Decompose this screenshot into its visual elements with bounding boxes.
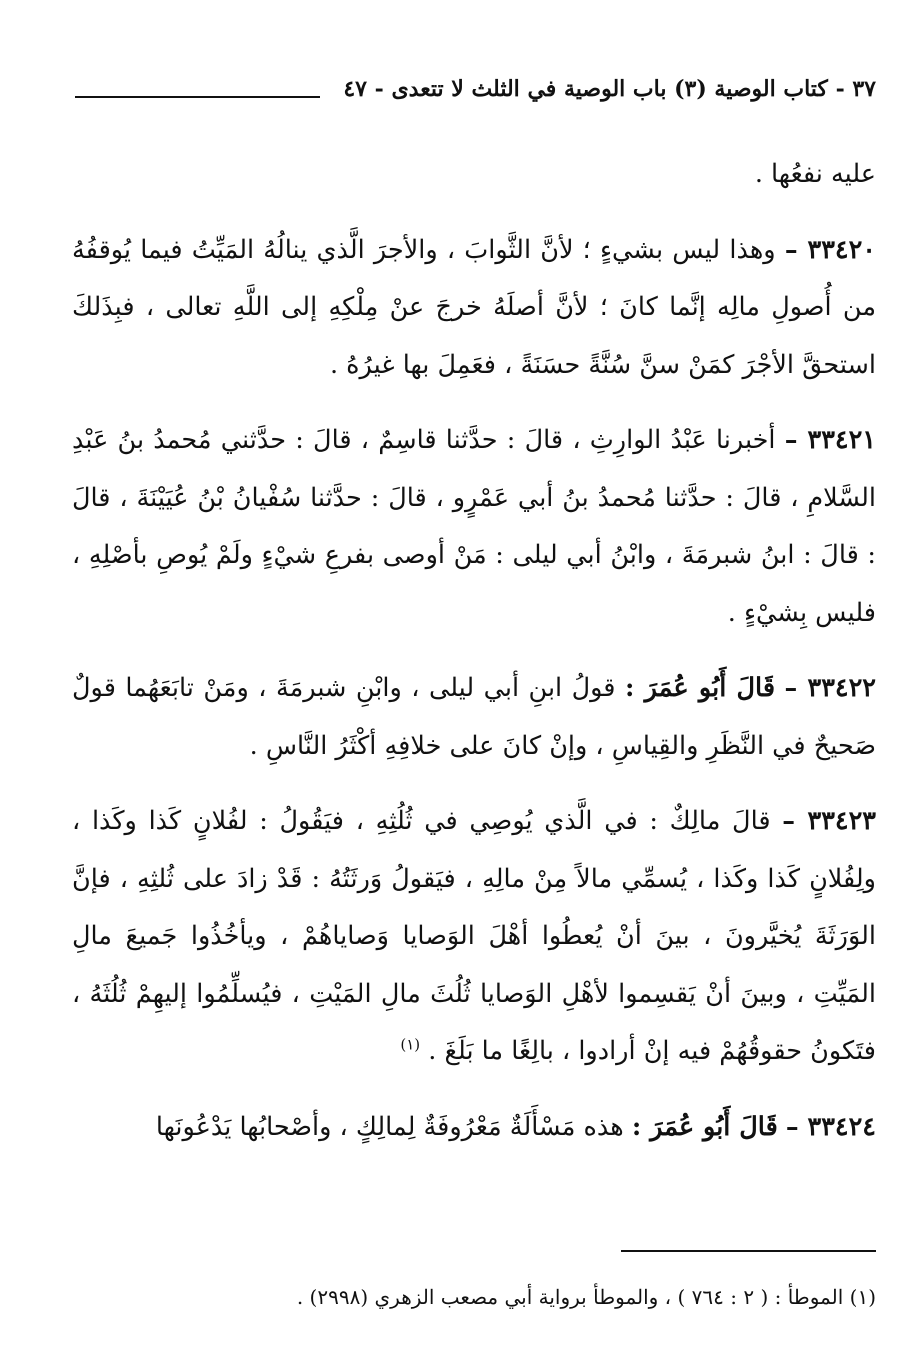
paragraph-33422 (72, 660, 876, 775)
paragraph-number: ٣٣٤٢١ – (784, 425, 876, 455)
header-rule (75, 96, 320, 98)
paragraph-33423 (72, 793, 876, 1081)
paragraph-33424 (72, 1099, 876, 1157)
paragraph-text: هذه مَسْأَلَةٌ مَعْرُوفَةٌ لِمالِكٍ ، وأصْحابُها يَدْعُونَها (155, 1111, 624, 1142)
paragraph-text: وهذا ليس بشيءٍ ؛ لأنَّ الثَّوابَ ، والأجرَ الَّذي ينالُهُ المَيِّتُ فيما يُوقفُهُ من أُصولِ مالِه إنَّما كانَ ؛ لأنَّ أصلَهُ خرجَ عنْ مِلْكِهِ إلى اللَّهِ تعالى ، فبِذَلكَ استحقَّ الأجْرَ كمَنْ سنَّ سُنَّةً حسَنَةً ، فعَمِلَ بها غيرُهُ . (72, 234, 876, 380)
paragraph-33421 (72, 412, 876, 642)
paragraph-number: ٣٣٤٢٢ – (784, 673, 876, 703)
paragraph-text: قولُ ابنِ أبي ليلى ، وابْنِ شبرمَةَ ، ومَنْ تابَعَهُما قولٌ صَحيحٌ في النَّظَرِ والقِياسِ ، وإنْ كانَ على خلافِهِ أكْثَرُ النَّاسِ . (72, 673, 876, 761)
paragraph-number: ٣٣٤٢٣ – (782, 806, 876, 836)
speaker-label: قَالَ أَبُو عُمَرَ : (624, 673, 776, 703)
paragraph-text: قالَ مالِكٌ : في الَّذي يُوصِي في ثُلُثِهِ ، فيَقُولُ : لفُلانٍ كَذا وكَذا ، ولِفُلانٍ كَذا وكَذا ، يُسمِّي مالاً مِنْ مالِهِ ، فيَقولُ وَرثَتُهُ : قَدْ زادَ على ثُلثِهِ ، فإنَّ الوَرَثَةَ يُخيَّرونَ ، بينَ أنْ يُعطُوا أهْلَ الوَصايا وَصاياهُمْ ، ويأخُذُوا جَميعَ مالِ المَيِّتِ ، وبينَ أنْ يَقسِموا لأهْلِ الوَصايا ثُلُثَ مالِ المَيْتِ ، فيُسلِّمُوا إليهِمْ ثُلُثَهُ ، فتَكونُ حقوقُهُمْ فيه إنْ أرادوا ، بالِغًا ما بَلَغَ . (72, 806, 876, 1066)
paragraph-text: عليه نفعُها . (754, 159, 876, 189)
paragraph-text: أخبرنا عَبْدُ الوارِثِ ، قالَ : حدَّثنا قاسِمٌ ، قالَ : حدَّثني مُحمدُ بنُ عَبْدِ السَّلامِ ، قالَ : حدَّثنا مُحمدُ بنُ أبي عَمْرٍو ، قالَ : حدَّثنا سُفْيانُ بْنُ عُيَيْنَةَ ، قالَ : قالَ : ابنُ شبرمَةَ ، وابْنُ أبي ليلى : مَنْ أوصى بفرعِ شيْءٍ ولَمْ يُوصِ بأصْلِهِ ، فليس بِشيْءٍ . (72, 425, 876, 628)
paragraph-33420 (72, 222, 876, 395)
paragraph-continued (72, 146, 876, 204)
paragraph-number: ٣٣٤٢٤ – (785, 1111, 876, 1142)
footnote: (١) الموطأ : ( ٢ : ٧٦٤ ) ، والموطأ برواية أبي مصعب الزهري (٢٩٩٨) . (296, 1285, 876, 1309)
footnote-marker[interactable]: (١) (400, 1035, 421, 1054)
running-header-bar (75, 72, 876, 112)
running-header-title: ٣٧ - كتاب الوصية (٣) باب الوصية في الثلث لا تتعدى - ٤٧ (343, 76, 876, 102)
main-text (72, 146, 876, 1174)
speaker-label: قَالَ أَبُو عُمَرَ : (631, 1111, 778, 1142)
footnote-rule (621, 1250, 876, 1252)
paragraph-number: ٣٣٤٢٠ – (784, 234, 876, 265)
